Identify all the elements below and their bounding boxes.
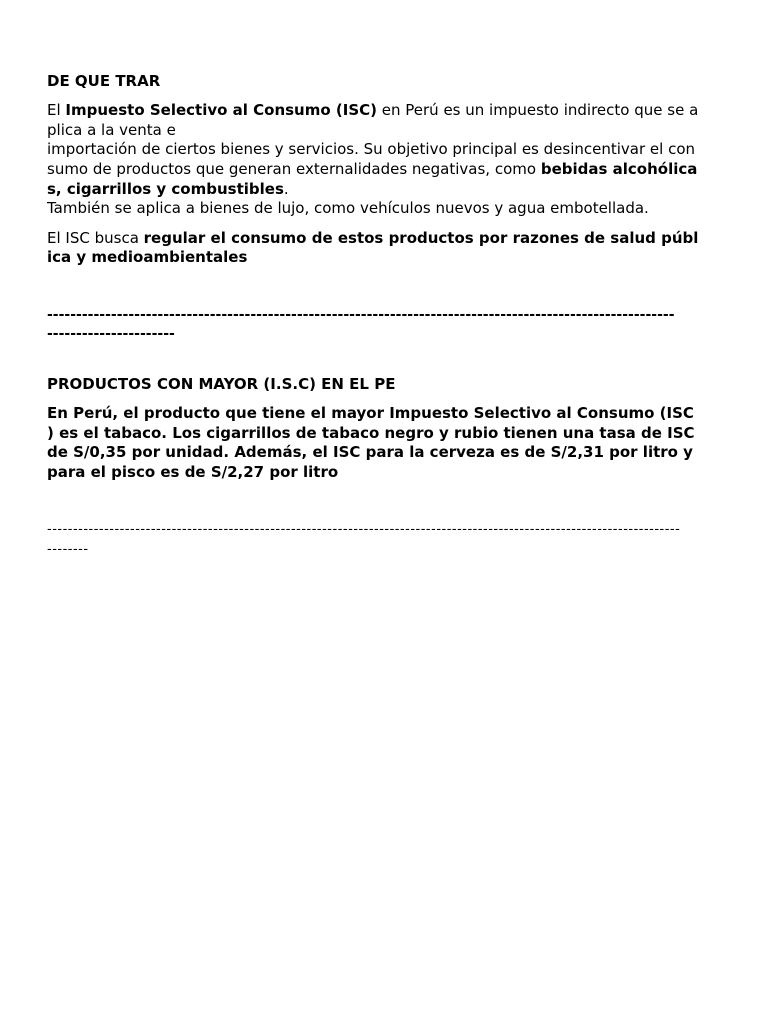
paragraph-1-line-2: plica a la venta e	[47, 121, 176, 139]
heading-productos-con-mayor-isc: PRODUCTOS CON MAYOR (I.S.C) EN EL PE	[47, 375, 396, 393]
text-run: en Perú es un impuesto indirecto que se a	[377, 101, 699, 119]
paragraph-1-line-5	[47, 179, 289, 199]
separator-2-line-2: --------	[47, 542, 89, 557]
paragraph-1-line-4	[47, 159, 697, 179]
paragraph-3-line-2: ) es el tabaco. Los cigarrillos de tabaco negro y rubio tienen una tasa de ISC	[47, 424, 695, 442]
separator-2-line-1: --------------------------------------------------------------------------------------------------------------------------	[47, 522, 681, 537]
text-run: El	[47, 101, 66, 119]
paragraph-3-line-3: de S/0,35 por unidad. Además, el ISC para la cerveza es de S/2,31 por litro y	[47, 443, 693, 461]
bold-text-run: bebidas alcohólica	[540, 160, 698, 178]
text-run: El ISC busca	[47, 229, 144, 247]
paragraph-2-line-2: ica y medioambientales	[47, 248, 248, 266]
paragraph-3-line-1: En Perú, el producto que tiene el mayor Impuesto Selectivo al Consumo (ISC	[47, 404, 694, 422]
separator-1-line-2: ----------------------	[47, 326, 175, 342]
bold-text-run: regular el consumo de estos productos por razones de salud públ	[143, 229, 699, 247]
paragraph-2-line-1	[47, 228, 698, 248]
text-run: .	[283, 180, 289, 198]
paragraph-1-line-1	[47, 100, 698, 120]
heading-de-que-trar: DE QUE TRAR	[47, 72, 161, 90]
paragraph-1-line-3: importación de ciertos bienes y servicios. Su objetivo principal es desincentivar el con	[47, 140, 696, 158]
separator-1-line-1: ------------------------------------------------------------------------------------------------------------	[47, 307, 675, 323]
paragraph-3-line-4: para el pisco es de S/2,27 por litro	[47, 463, 339, 481]
paragraph-1-line-6: También se aplica a bienes de lujo, como vehículos nuevos y agua embotellada.	[47, 199, 649, 217]
bold-text-run: s, cigarrillos y combustibles	[47, 180, 284, 198]
text-run: sumo de productos que generan externalidades negativas, como	[47, 160, 541, 178]
bold-text-run: Impuesto Selectivo al Consumo (ISC)	[65, 101, 377, 119]
